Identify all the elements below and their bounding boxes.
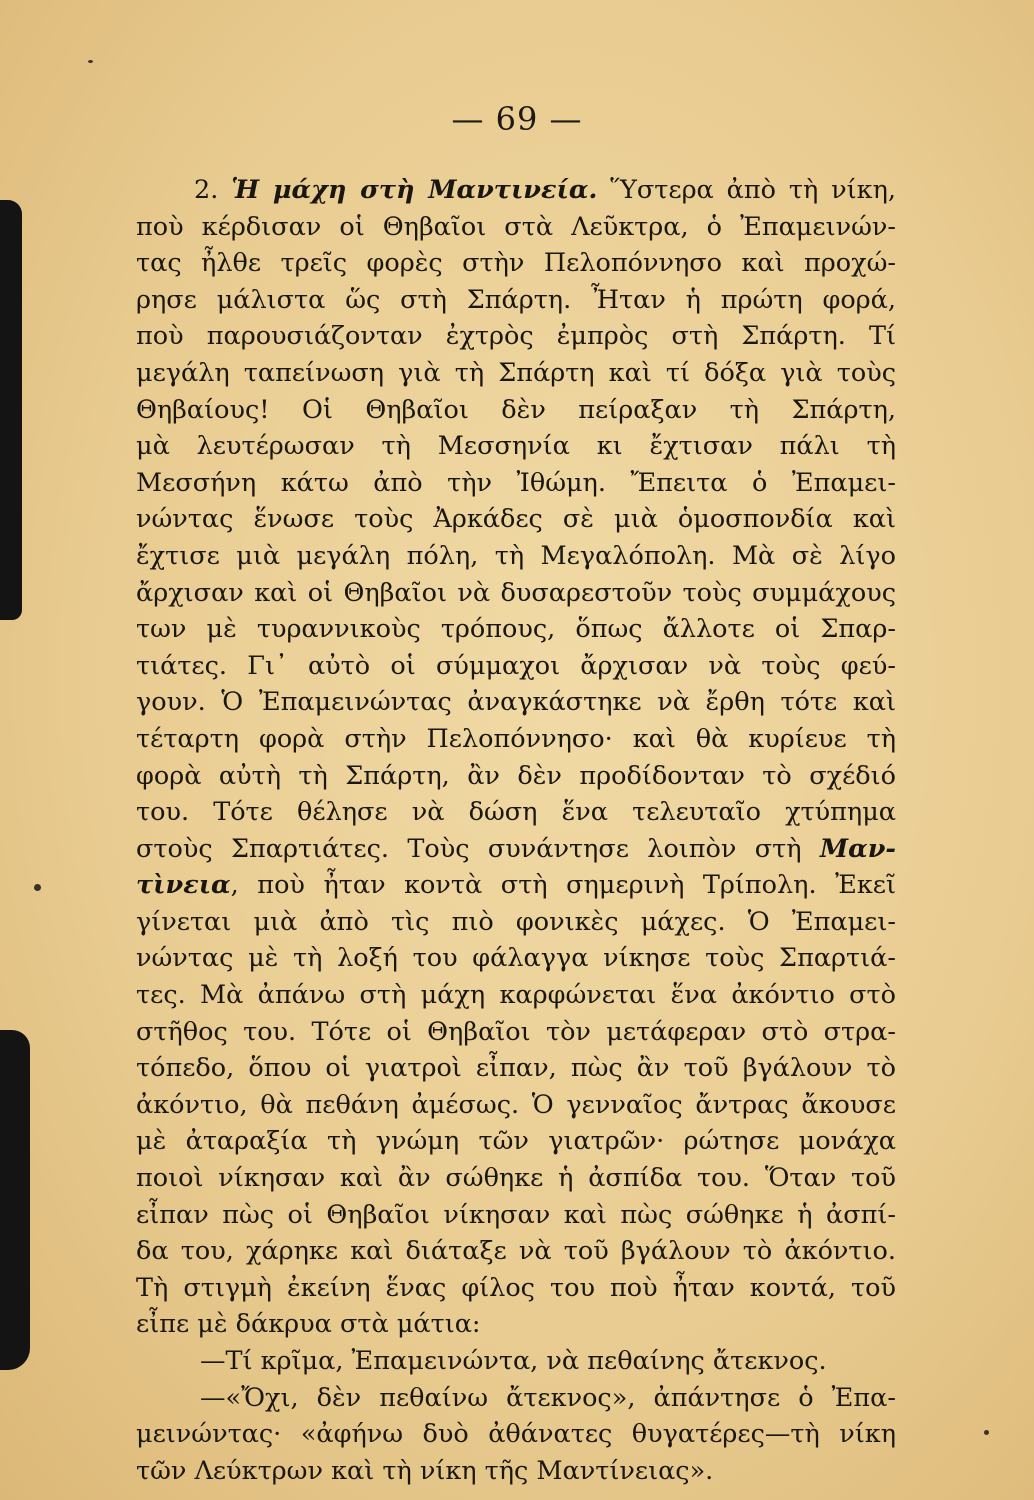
text-line: στῆθος του. Τότε οἱ Θηβαῖοι τὸν μετάφεραν στὸ στρα- — [136, 1016, 896, 1047]
text-line: εἶπαν πὼς οἱ Θηβαῖοι νίκησαν καὶ πὼς σώθηκε ἡ ἀσπί- — [136, 1199, 896, 1230]
section-number: 2. — [194, 175, 219, 205]
dialogue-line: —Τί κρῖμα, Ἐπαμεινώντα, νὰ πεθαίνης ἄτεκνος. — [200, 1346, 827, 1376]
body-text — [136, 172, 896, 1489]
text-line: ποὺ κέρδισαν οἱ Θηβαῖοι στὰ Λεῦκτρα, ὁ Ἐπαμεινών- — [136, 211, 896, 242]
section-heading: Ἡ μάχη στὴ Μαντινεία. — [231, 175, 598, 205]
text-line: τες. Μὰ ἀπάνω στὴ μάχη καρφώνεται ἕνα ἀκόντιο στὸ — [136, 980, 896, 1011]
text-line: μεγάλη ταπείνωση γιὰ τὴ Σπάρτη καὶ τί δόξα γιὰ τοὺς — [136, 357, 896, 388]
text-line: τέταρτη φορὰ στὴν Πελοπόννησο· καὶ θὰ κυρίευε τὴ — [136, 723, 896, 754]
line-text: Ὕστερα ἀπὸ τὴ νίκη, — [597, 175, 896, 205]
text-line: ἄρχισαν καὶ οἱ Θηβαῖοι νὰ δυσαρεστοῦν τοὺς συμμάχους — [136, 577, 896, 608]
scan-shadow-top — [0, 200, 22, 620]
text-line: γίνεται μιὰ ἀπὸ τὶς πιὸ φονικὲς μάχες. Ὁ Ἐπαμει- — [136, 906, 896, 937]
paper-speck — [984, 1430, 989, 1435]
text-line: εἶπε μὲ δάκρυα στὰ μάτια: — [136, 1309, 481, 1340]
text-line: τιάτες. Γι᾿ αὐτὸ οἱ σύμμαχοι ἄρχισαν νὰ τοὺς φεύ- — [136, 650, 896, 681]
dialogue-line: —«Ὄχι, δὲν πεθαίνω ἄτεκνος», ἀπάντησε ὁ Ἐπα- — [200, 1382, 896, 1413]
text-line: ρησε μάλιστα ὥς στὴ Σπάρτη. Ἦταν ἡ πρώτη φορά, — [136, 284, 896, 315]
emphasis-text: τὶνεια — [136, 870, 231, 901]
emphasis-text: Μαν- — [819, 833, 896, 864]
text-line: μεινώντας· «ἀφήνω δυὸ ἀθάνατες θυγατέρες—τὴ νίκη — [136, 1419, 896, 1450]
text-line: τόπεδο, ὅπου οἱ γιατροὶ εἶπαν, πὼς ἂν τοῦ βγάλουν τὸ — [136, 1053, 896, 1084]
text-line: του. Τότε θέλησε νὰ δώση ἕνα τελευταῖο χτύπημα — [136, 797, 896, 828]
text-line: των μὲ τυραννικοὺς τρόπους, ὅπως ἄλλοτε οἱ Σπαρ- — [136, 614, 896, 645]
text-line: Μεσσήνη κάτω ἀπὸ τὴν Ἰθώμη. Ἔπειτα ὁ Ἐπαμει- — [136, 467, 896, 498]
text-line — [136, 867, 896, 904]
text-line: μὰ λευτέρωσαν τὴ Μεσσηνία κι ἔχτισαν πάλι τὴ — [136, 431, 896, 462]
line-text: στοὺς Σπαρτιάτες. Τοὺς συνάντησε λοιπὸν στὴ — [136, 833, 820, 864]
text-line: τας ἦλθε τρεῖς φορὲς στὴν Πελοπόννησο καὶ προχώ- — [136, 248, 896, 279]
page-number: — 69 — — [451, 100, 583, 138]
text-line: νώντας μὲ τὴ λοξή του φάλαγγα νίκησε τοὺς Σπαρτιά- — [136, 943, 896, 974]
text-line: γουν. Ὁ Ἐπαμεινώντας ἀναγκάστηκε νὰ ἔρθη τότε καὶ — [136, 687, 896, 718]
text-line: ἀκόντιο, θὰ πεθάνη ἀμέσως. Ὁ γενναῖος ἄντρας ἄκουσε — [136, 1089, 896, 1120]
text-line: τῶν Λεύκτρων καὶ τὴ νίκη τῆς Μαντίνειας». — [136, 1455, 714, 1486]
text-line: δα του, χάρηκε καὶ διάταξε νὰ τοῦ βγάλουν τὸ ἀκόντιο. — [136, 1236, 896, 1267]
text-line: ἔχτισε μιὰ μεγάλη πόλη, τὴ Μεγαλόπολη. Μὰ σὲ λίγο — [136, 540, 896, 571]
paper-speck — [34, 884, 41, 891]
text-line: νώντας ἕνωσε τοὺς Ἀρκάδες σὲ μιὰ ὁμοσπονδία καὶ — [136, 504, 896, 535]
text-line: Θηβαίους! Οἱ Θηβαῖοι δὲν πείραξαν τὴ Σπάρτη, — [136, 394, 896, 425]
line-text: , ποὺ ἦταν κοντὰ στὴ σημερινὴ Τρίπολη. Ἐκεῖ — [230, 870, 896, 901]
scan-shadow-bottom — [0, 1030, 30, 1370]
text-line — [136, 831, 896, 868]
text-line — [136, 172, 896, 209]
text-line: φορὰ αὐτὴ τὴ Σπάρτη, ἂν δὲν προδίδονταν τὸ σχέδιό — [136, 760, 896, 791]
text-line: Τὴ στιγμὴ ἐκείνη ἕνας φίλος του ποὺ ἦταν κοντά, τοῦ — [136, 1272, 896, 1303]
text-line: μὲ ἀταραξία τὴ γνώμη τῶν γιατρῶν· ρώτησε μονάχα — [136, 1126, 896, 1157]
text-line: ποὺ παρουσιάζονταν ἐχτρὸς ἐμπρὸς στὴ Σπάρτη. Τί — [136, 321, 896, 352]
paper-speck — [88, 60, 93, 63]
text-line: ποιοὶ νίκησαν καὶ ἂν σώθηκε ἡ ἀσπίδα του. Ὅταν τοῦ — [136, 1163, 896, 1194]
